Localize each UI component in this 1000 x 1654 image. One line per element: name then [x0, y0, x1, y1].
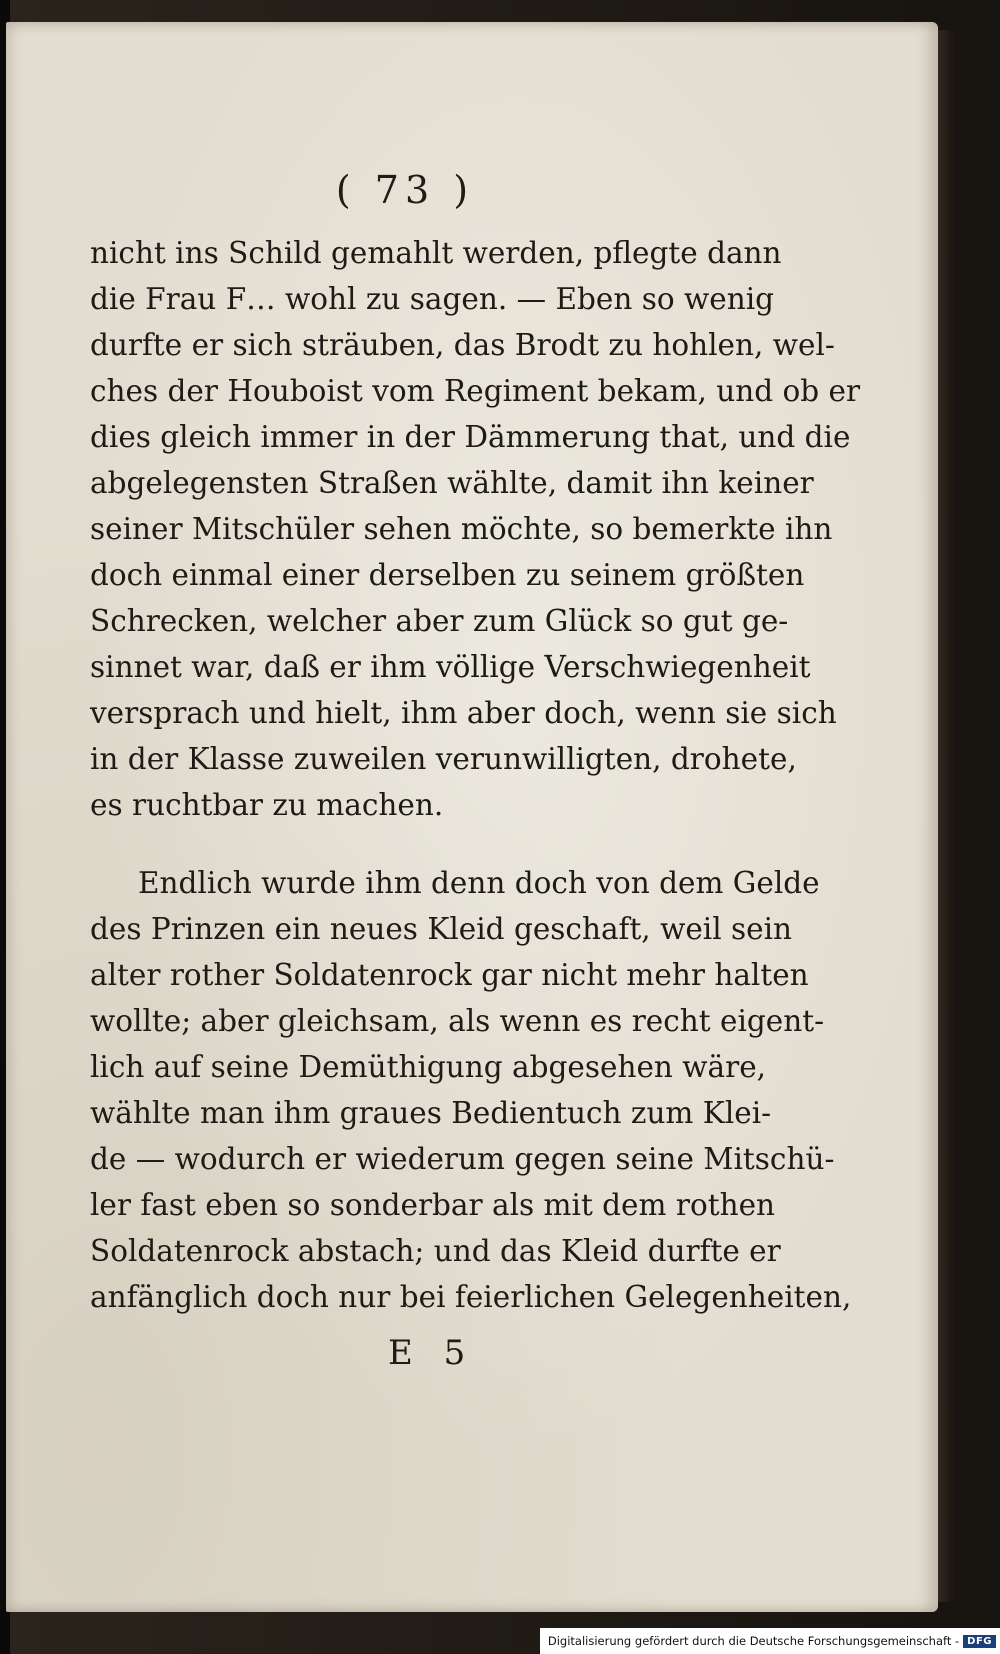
paragraph-2 [90, 860, 852, 1320]
text-line: lich auf seine Demüthigung abgesehen wäre, [90, 1050, 767, 1084]
text-line: nicht ins Schild gemahlt werden, pflegte dann [90, 236, 782, 270]
text-line: in der Klasse zuweilen verunwilligten, drohete, [90, 742, 797, 776]
text-line: dies gleich immer in der Dämmerung that, und die [90, 420, 851, 454]
text-line: es ruchtbar zu machen. [90, 788, 444, 822]
body-text [90, 230, 861, 1320]
text-line: durfte er sich sträuben, das Brodt zu hohlen, wel- [90, 328, 835, 362]
paragraph-gap [90, 828, 730, 860]
digitization-footer [540, 1628, 1000, 1654]
text-line: abgelegensten Straßen wählte, damit ihn keiner [90, 466, 814, 500]
text-line: sinnet war, daß er ihm völlige Verschwiegenheit [90, 650, 811, 684]
text-line: seiner Mitschüler sehen möchte, so bemerkte ihn [90, 512, 833, 546]
text-line: die Frau F… wohl zu sagen. — Eben so wenig [90, 282, 775, 316]
text-line: ches der Houboist vom Regiment bekam, und ob er [90, 374, 861, 408]
text-line: doch einmal einer derselben zu seinem größten [90, 558, 805, 592]
footer-credit: Digitalisierung gefördert durch die Deutsche Forschungsgemeinschaft - [547, 1634, 960, 1648]
signature-mark: E 5 [388, 1333, 476, 1373]
text-line: des Prinzen ein neues Kleid geschaft, weil sein [90, 912, 793, 946]
text-line: ler fast eben so sonderbar als mit dem rothen [90, 1188, 776, 1222]
dfg-logo: DFG [963, 1635, 996, 1648]
text-line: wählte man ihm graues Bedientuch zum Klei- [90, 1096, 772, 1130]
paragraph-1 [90, 230, 861, 828]
page-number: ( 73 ) [335, 168, 475, 212]
text-line: de — wodurch er wiederum gegen seine Mitschü- [90, 1142, 835, 1176]
text-line: wollte; aber gleichsam, als wenn es recht eigent- [90, 1004, 825, 1038]
text-line: Endlich wurde ihm denn doch von dem Gelde [138, 866, 820, 900]
text-line: Schrecken, welcher aber zum Glück so gut ge- [90, 604, 789, 638]
text-line: alter rother Soldatenrock gar nicht mehr halten [90, 958, 809, 992]
text-line: anfänglich doch nur bei feierlichen Gelegenheiten, [90, 1280, 852, 1314]
text-line: Soldatenrock abstach; und das Kleid durfte er [90, 1234, 781, 1268]
text-line: versprach und hielt, ihm aber doch, wenn sie sich [90, 696, 837, 730]
